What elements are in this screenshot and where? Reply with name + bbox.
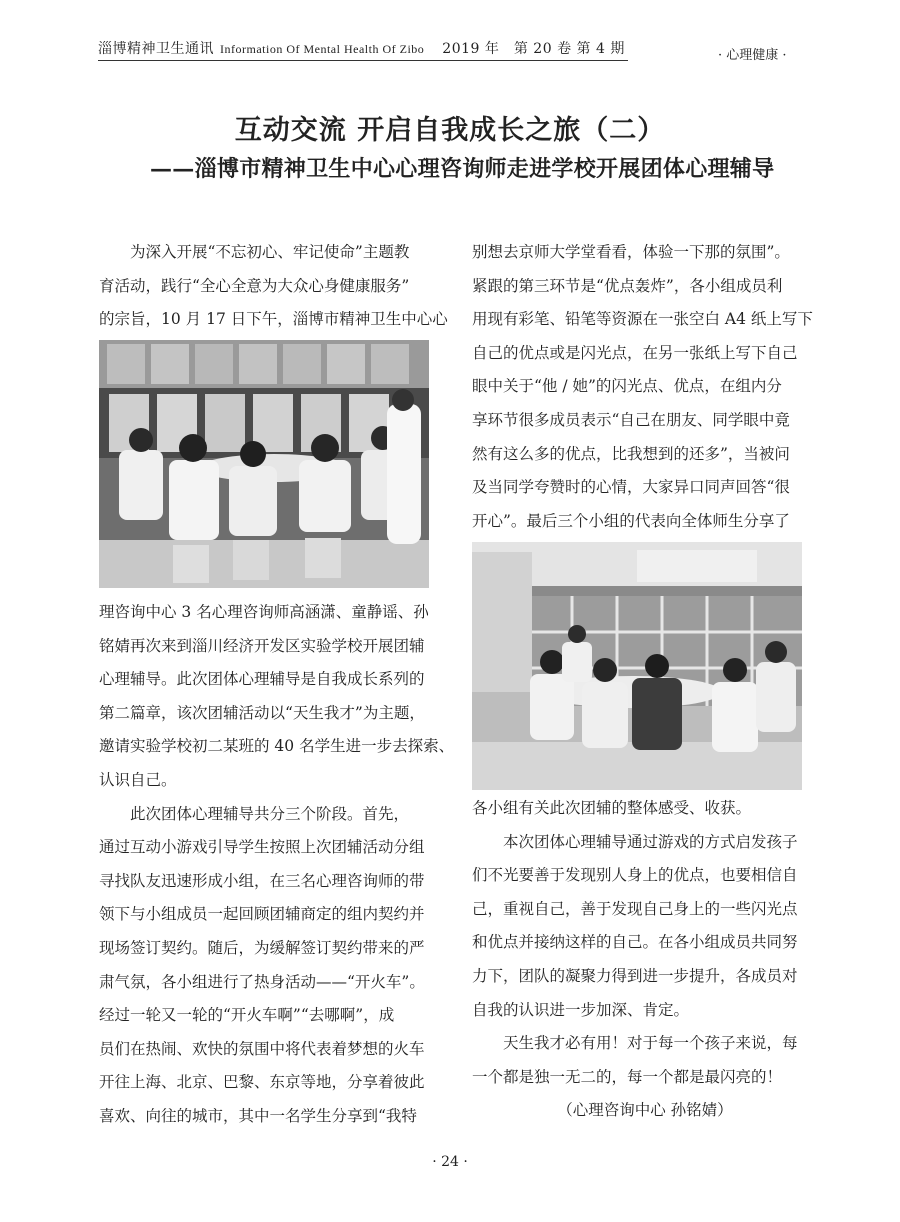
text-line: 第二篇章，该次团辅活动以“天生我才”为主题， [99,703,425,722]
text-line: 邀请实验学校初二某班的 40 名学生进一步去探索、 [99,737,455,756]
group-activity-photo [99,340,429,588]
text-line: 现场签订契约。随后，为缓解签订契约带来的严 [99,938,425,957]
text-line: 育活动，践行“全心全意为大众心身健康服务” [99,276,410,295]
text-line: 一个都是独一无二的，每一个都是最闪亮的！ [472,1067,783,1086]
text-line: 用现有彩笔、铅笔等资源在一张空白 A4 纸上写下 [472,310,813,329]
right-column-bottom [472,792,798,1128]
text-line: 及当同学夸赞时的心情，大家异口同声回答“很 [472,478,790,497]
photo-illustration [472,542,802,790]
text-line: 天生我才必有用！对于每一个孩子来说，每 [472,1034,798,1053]
text-line: 们不光要善于发现别人身上的优点，也要相信自 [472,866,798,885]
article-title: 互动交流 开启自我成长之旅（二） [234,115,666,146]
text-line: 开心”。最后三个小组的代表向全体师生分享了 [472,511,790,530]
article-subtitle: ——淄博市精神卫生中心心理咨询师走进学校开展团体心理辅导 [150,156,775,182]
classroom-activity-photo [472,542,802,790]
text-line: 本次团体心理辅导通过游戏的方式启发孩子 [472,832,798,851]
photo-illustration [99,340,429,588]
journal-name-cn: 淄博精神卫生通讯 [98,41,214,57]
text-line: 己，重视自己，善于发现自己身上的一些闪光点 [472,899,798,918]
text-line: 然有这么多的优点，比我想到的还多”，当被问 [472,444,790,463]
text-line: 眼中关于“他 / 她”的闪光点、优点，在组内分 [472,377,782,396]
text-line: 理咨询中心 3 名心理咨询师高涵潇、童静谣、孙 [99,603,429,621]
text-line: 自己的优点或是闪光点，在另一张纸上写下自己 [472,343,798,362]
text-line: 和优点并接纳这样的自己。在各小组成员共同努 [472,933,798,952]
text-line: 别想去京师大学堂看看，体验一下那的氛围”。 [472,243,790,261]
text-line: 通过互动小游戏引导学生按照上次团辅活动分组 [99,838,425,857]
journal-name-en: Information Of Mental Health Of Zibo [220,42,425,56]
text-line: 此次团体心理辅导共分三个阶段。首先， [99,804,410,823]
text-line: 喜欢、向往的城市，其中一名学生分享到“我特 [99,1106,417,1125]
page-number: · 24 · [432,1154,468,1170]
left-column-top [99,236,448,337]
right-column-top [472,236,813,538]
text-line: 紧跟的第三环节是“优点轰炸”，各小组成员利 [472,276,783,295]
text-line: 心理辅导。此次团体心理辅导是自我成长系列的 [99,670,425,689]
header-rule [98,60,628,61]
text-line: 自我的认识进一步加深、肯定。 [472,1000,690,1019]
text-line: 员们在热闹、欢快的氛围中将代表着梦想的火车 [99,1039,425,1058]
issue-info: 2019 年 第 20 卷 第 4 期 [442,41,625,57]
text-line: 力下，团队的凝聚力得到进一步提升，各成员对 [472,966,798,985]
text-line: 领下与小组成员一起回顾团辅商定的组内契约并 [99,905,425,924]
text-line: 享环节很多成员表示“自己在朋友、同学眼中竟 [472,410,790,429]
section-label: · 心理健康 · [718,48,787,63]
text-line: 寻找队友迅速形成小组，在三名心理咨询师的带 [99,871,425,890]
text-line: 开往上海、北京、巴黎、东京等地，分享着彼此 [99,1073,425,1092]
text-line: 的宗旨，10 月 17 日下午，淄博市精神卫生中心心 [99,310,448,329]
text-line: 各小组有关此次团辅的整体感受、收获。 [472,799,752,817]
left-column-bottom [99,596,454,1134]
text-line: 经过一轮又一轮的“开火车啊”“去哪啊”，成 [99,1006,395,1025]
author-credit: （心理咨询中心 孙铭婧） [472,1101,733,1120]
text-line: 为深入开展“不忘初心、牢记使命”主题教 [99,243,410,261]
text-line: 肃气氛，各小组进行了热身活动——“开火车”。 [99,972,425,991]
text-line: 铭婧再次来到淄川经济开发区实验学校开展团辅 [99,636,425,655]
journal-header [98,38,625,58]
text-line: 认识自己。 [99,770,177,789]
